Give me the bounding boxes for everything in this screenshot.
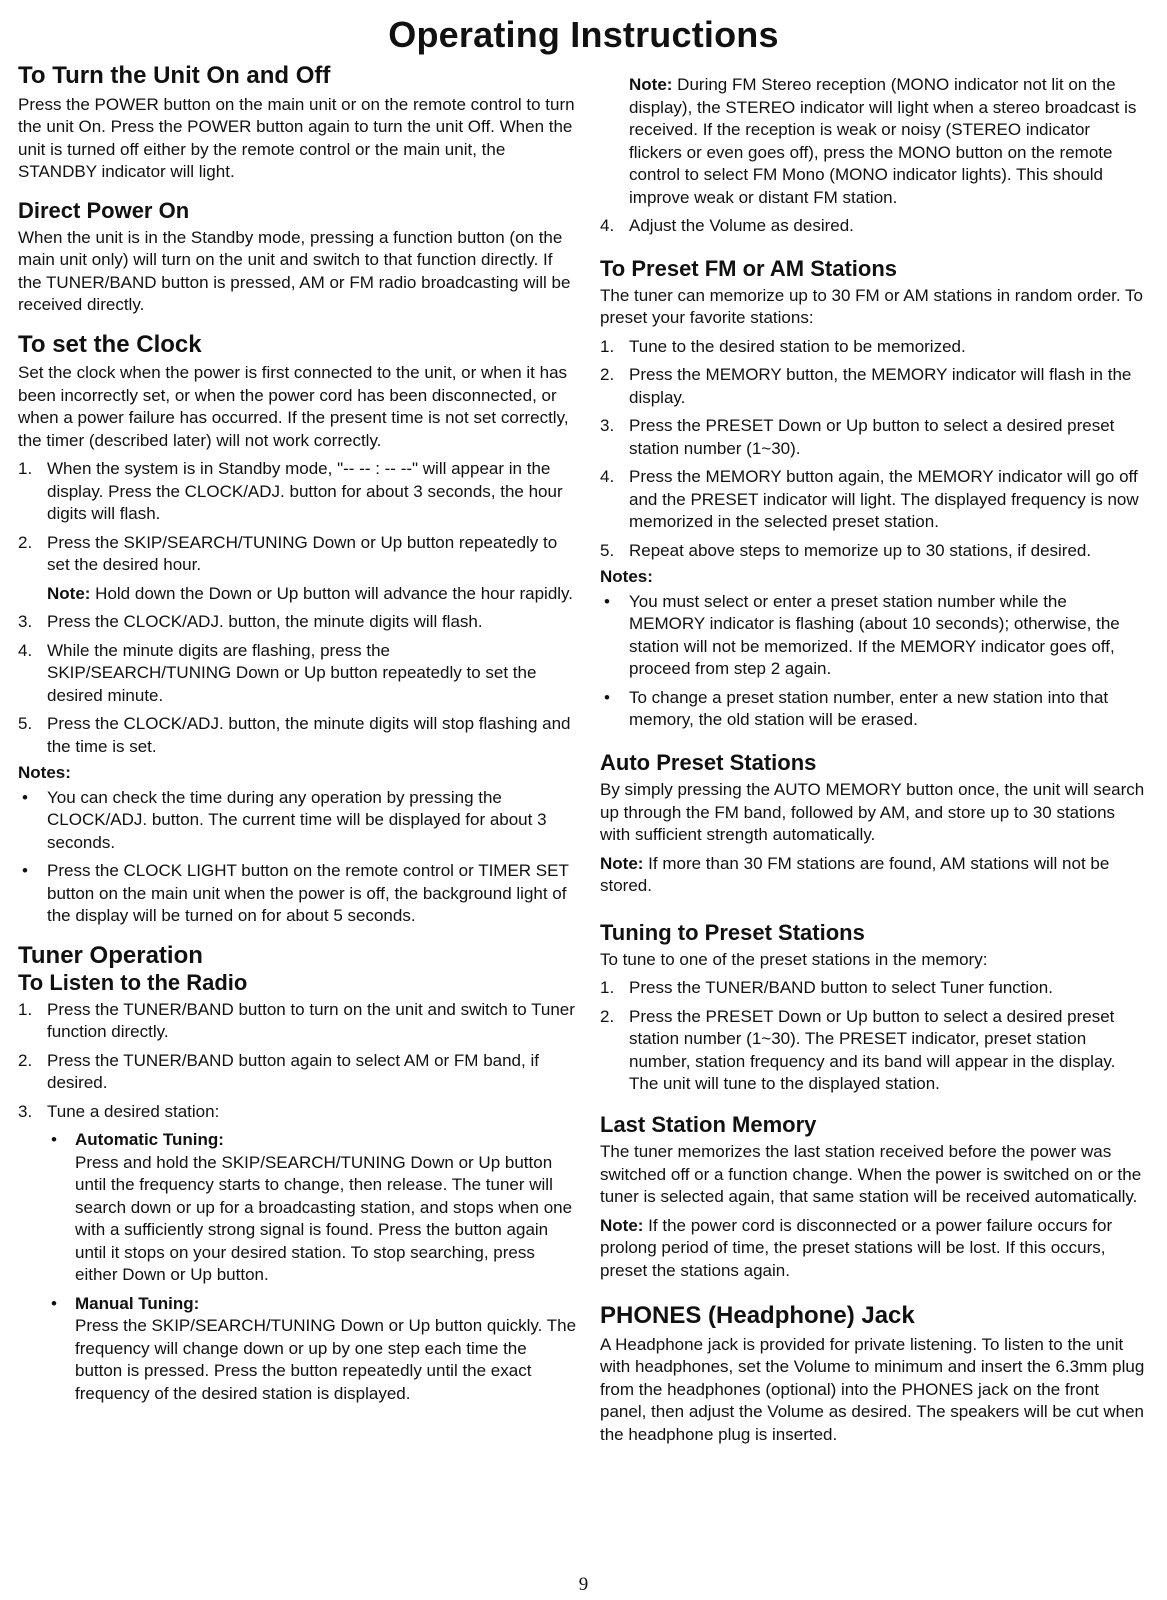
manual-tuning-text: Press the SKIP/SEARCH/TUNING Down or Up button quickly. The frequency will change down or up by one step each time the button is pressed. Press the button repeatedly until the exact frequency of the desired station is displayed. <box>75 1316 577 1403</box>
section-stereo-note <box>600 74 1145 238</box>
page-title: Operating Instructions <box>388 14 779 55</box>
heading-direct-power: Direct Power On <box>18 197 190 223</box>
list-item: 1. Press the TUNER/BAND button to turn on the unit and switch to Tuner function directly. <box>18 999 575 1042</box>
preset-notes-label: Notes: <box>600 567 653 587</box>
clock-notes <box>18 787 578 928</box>
heading-turn-on-off: To Turn the Unit On and Off <box>18 62 331 89</box>
list-item: 3. Tune a desired station: • Automatic Tuning: Press and hold the SKIP/SEARCH/TUNING Down or Up button until the frequency starts to change, then release. The tuner will search down or up for a broadcasting station, and stops when one with a sufficiently strong signal is found. Press the button again until it stops on your desired station. To stop searching, press either Down or Up button. • Manual Tuning: Press the SKIP/SEARCH/TUNING Down or Up button quickly. The frequency will change down or up by one step each time the button is pressed. Press the button repeatedly until the exact frequency of the desired station is displayed. <box>18 1101 578 1406</box>
list-item: 5. Repeat above steps to memorize up to 30 stations, if desired. <box>600 540 1092 560</box>
section-tuning-preset <box>600 920 1145 1096</box>
list-item <box>47 1129 578 1287</box>
list-item: 2. Press the PRESET Down or Up button to select a desired preset station number (1~30). The PRESET indicator, preset station number, station frequency and its band will appear in the display. The unit will tune to the displayed station. <box>600 1006 1116 1094</box>
list-item: 5. Press the CLOCK/ADJ. button, the minute digits will stop flashing and the time is set. <box>18 714 571 756</box>
automatic-tuning-text: Press and hold the SKIP/SEARCH/TUNING Down or Up button until the frequency starts to change, then release. The tuner will search down or up for a broadcasting station, and stops when one with a sufficiently strong signal is found. Press the button again until it stops on your desired station. To stop searching, press either Down or Up button. <box>75 1152 573 1285</box>
clock-notes-label: Notes: <box>18 763 71 783</box>
section-last-station <box>600 1112 1145 1282</box>
paragraph-preset: The tuner can memorize up to 30 FM or AM stations in random order. To preset your favorite stations: <box>600 285 1143 328</box>
preset-notes <box>600 591 1145 732</box>
list-item: 4. Adjust the Volume as desired. <box>600 216 854 235</box>
right-column <box>600 74 1145 1460</box>
automatic-tuning-label: • Automatic Tuning: <box>75 1130 224 1150</box>
list-item: 3. Press the PRESET Down or Up button to select a desired preset station number (1~30). <box>600 416 1115 458</box>
clock-hour-note: Note: Hold down the Down or Up button will advance the hour rapidly. <box>47 583 574 603</box>
list-item: 2. Press the MEMORY button, the MEMORY indicator will flash in the display. <box>600 365 1132 407</box>
section-direct-power <box>18 198 578 317</box>
page-number: 9 <box>578 1574 589 1595</box>
clock-steps <box>18 458 578 758</box>
list-item: 1. Press the TUNER/BAND button to select Tuner function. <box>600 978 1053 998</box>
heading-tuner-operation: Tuner Operation <box>18 941 203 969</box>
heading-auto-preset: Auto Preset Stations <box>600 749 817 775</box>
tuning-preset-steps <box>600 977 1145 1096</box>
list-item <box>47 1293 578 1406</box>
list-item: • Press the CLOCK LIGHT button on the remote control or TIMER SET button on the main unit when the power is off, the background light of the display will be turned on for about 5 seconds. <box>18 860 578 928</box>
section-preset <box>600 256 1145 732</box>
left-column <box>18 62 578 1419</box>
stereo-note: Note: During FM Stereo reception (MONO indicator not lit on the display), the STEREO indicator will light when a stereo broadcast is received. If the reception is weak or noisy (STEREO indicator flickers or even goes off), press the MONO button on the remote control to select FM Mono (MONO indicator lights). This should improve weak or distant FM station. <box>629 75 1137 207</box>
manual-tuning-label: • Manual Tuning: <box>75 1293 200 1313</box>
list-item: 1. When the system is in Standby mode, "-- -- : -- --" will appear in the display. Press the CLOCK/ADJ. button for about 3 seconds, the hour digits will flash. <box>18 459 563 524</box>
list-item: • You can check the time during any operation by pressing the CLOCK/ADJ. button. The current time will be displayed for about 3 seconds. <box>18 787 578 855</box>
preset-steps <box>600 336 1145 563</box>
heading-set-clock: To set the Clock <box>18 330 202 358</box>
paragraph-set-clock: Set the clock when the power is first connected to the unit, or when it has been incorrectly set, or when the power cord has been disconnected, or when a power failure has occurred. If the present time is not set correctly, the timer (described later) will not work correctly. <box>18 363 569 450</box>
heading-tuning-preset: Tuning to Preset Stations <box>600 919 865 945</box>
section-auto-preset <box>600 750 1145 898</box>
paragraph-last-station: The tuner memorizes the last station received before the power was switched off or a function change. When the power is switched on or the tuner is selected again, that same station will be received automatically. <box>600 1142 1142 1207</box>
paragraph-auto-preset: By simply pressing the AUTO MEMORY button once, the unit will search up through the FM band, followed by AM, and store up to 30 stations with sufficient strength automatically. <box>600 780 1145 845</box>
list-item: 4. Press the MEMORY button again, the MEMORY indicator will go off and the PRESET indicator will light. The displayed frequency is now memorized in the selected preset station. <box>600 467 1139 532</box>
section-turn-on-off <box>18 62 578 184</box>
section-set-clock <box>18 331 578 928</box>
heading-last-station: Last Station Memory <box>600 1111 817 1137</box>
heading-preset: To Preset FM or AM Stations <box>600 255 898 281</box>
list-item: 2. Press the SKIP/SEARCH/TUNING Down or Up button repeatedly to set the desired hour. Note: Hold down the Down or Up button will advance the hour rapidly. <box>18 532 578 606</box>
tuning-modes <box>47 1129 578 1405</box>
section-tuner-operation <box>18 942 578 1405</box>
heading-phones: PHONES (Headphone) Jack <box>600 1302 915 1330</box>
auto-preset-note: Note: If more than 30 FM stations are found, AM stations will not be stored. <box>600 853 1110 896</box>
list-item: 1. Tune to the desired station to be memorized. <box>600 336 966 356</box>
tuner-steps <box>18 999 578 1406</box>
paragraph-phones: A Headphone jack is provided for private listening. To listen to the unit with headphones, set the Volume to minimum and insert the 6.3mm plug from the headphones (optional) into the PHONES jack on the front panel, then adjust the Volume as desired. The speakers will be cut when the headphone plug is inserted. <box>600 1334 1145 1444</box>
last-station-note: Note: If the power cord is disconnected or a power failure occurs for prolong period of time, the preset stations will be lost. If this occurs, preset the stations again. <box>600 1215 1113 1280</box>
paragraph-direct-power: When the unit is in the Standby mode, pressing a function button (on the main unit only) will turn on the unit and switch to that function directly. If the TUNER/BAND button is pressed, AM or FM radio broadcasting will be received directly. <box>18 227 571 315</box>
list-item: 4. While the minute digits are flashing, press the SKIP/SEARCH/TUNING Down or Up button repeatedly to set the desired minute. <box>18 640 537 705</box>
list-item: 3. Press the CLOCK/ADJ. button, the minute digits will flash. <box>18 612 483 632</box>
heading-listen-radio: To Listen to the Radio <box>18 969 248 995</box>
section-phones <box>600 1302 1145 1446</box>
list-item: • To change a preset station number, enter a new station into that memory, the old station will be erased. <box>600 687 1145 732</box>
volume-step <box>600 215 1145 238</box>
list-item: • You must select or enter a preset station number while the MEMORY indicator is flashing (about 10 seconds); otherwise, the station will not be memorized. If the MEMORY indicator goes off, proceed from step 2 again. <box>600 591 1145 681</box>
paragraph-tuning-preset: To tune to one of the preset stations in the memory: <box>600 949 988 969</box>
paragraph-turn-on-off: Press the POWER button on the main unit or on the remote control to turn the unit On. Press the POWER button again to turn the unit Off. When the unit is turned off either by the remote control or the main unit, the STANDBY indicator will light. <box>18 94 575 182</box>
list-item: 2. Press the TUNER/BAND button again to select AM or FM band, if desired. <box>18 1050 539 1093</box>
